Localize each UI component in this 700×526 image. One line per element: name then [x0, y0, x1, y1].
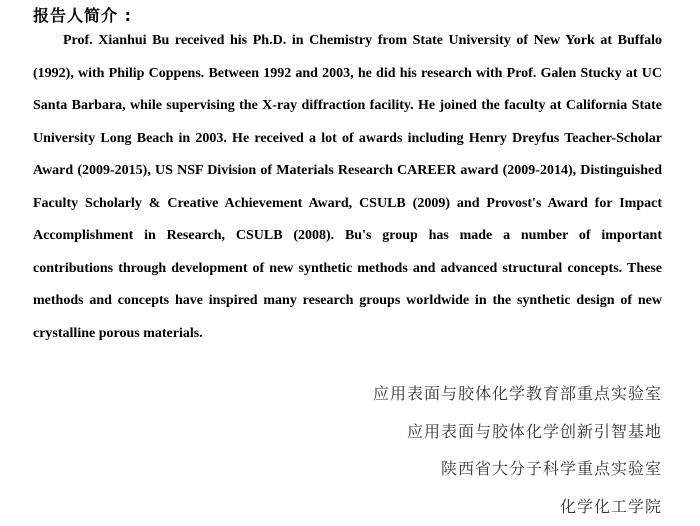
- bio-line: Prof. Xianhui Bu received his Ph.D. in Chemistry from State University of New York at Buffalo: [63, 33, 662, 48]
- affiliation-line: 应用表面与胶体化学创新引智基地: [406, 423, 662, 441]
- affiliation-line: 陕西省大分子科学重点实验室: [440, 461, 662, 478]
- bio-line: Award (2009-2015), US NSF Division of Materials Research CAREER award (2009-2014), Distinguished: [33, 163, 662, 178]
- bio-line: (1992), with Philip Coppens. Between 1992 and 2003, he did his research with Prof. Galen Stucky at UC: [33, 65, 662, 81]
- bio-line: Santa Barbara, while supervising the X-ray diffraction facility. He joined the faculty at California State: [33, 98, 662, 113]
- bio-line: crystalline porous materials.: [33, 325, 203, 341]
- bio-line: University Long Beach in 2003. He received a lot of awards including Henry Dreyfus Teacher-Scholar: [33, 130, 662, 146]
- bio-paragraph: [33, 25, 662, 350]
- affiliation-line: 应用表面与胶体化学教育部重点实验室: [372, 386, 662, 403]
- affiliation-line: 化学化工学院: [559, 498, 662, 516]
- bio-line: contributions through development of new synthetic methods and advanced structural concepts. These: [33, 260, 662, 276]
- bio-line: Accomplishment in Research, CSULB (2008). Bu's group has made a number of important: [33, 228, 662, 243]
- bio-line: methods and concepts have inspired many research groups worldwide in the synthetic design of new: [33, 293, 662, 308]
- affiliations-block: [33, 376, 662, 526]
- bio-line: Faculty Scholarly & Creative Achievement Award, CSULB (2009) and Provost's Award for Impact: [33, 195, 662, 211]
- speaker-intro-heading: 报告人简介 :: [33, 6, 132, 25]
